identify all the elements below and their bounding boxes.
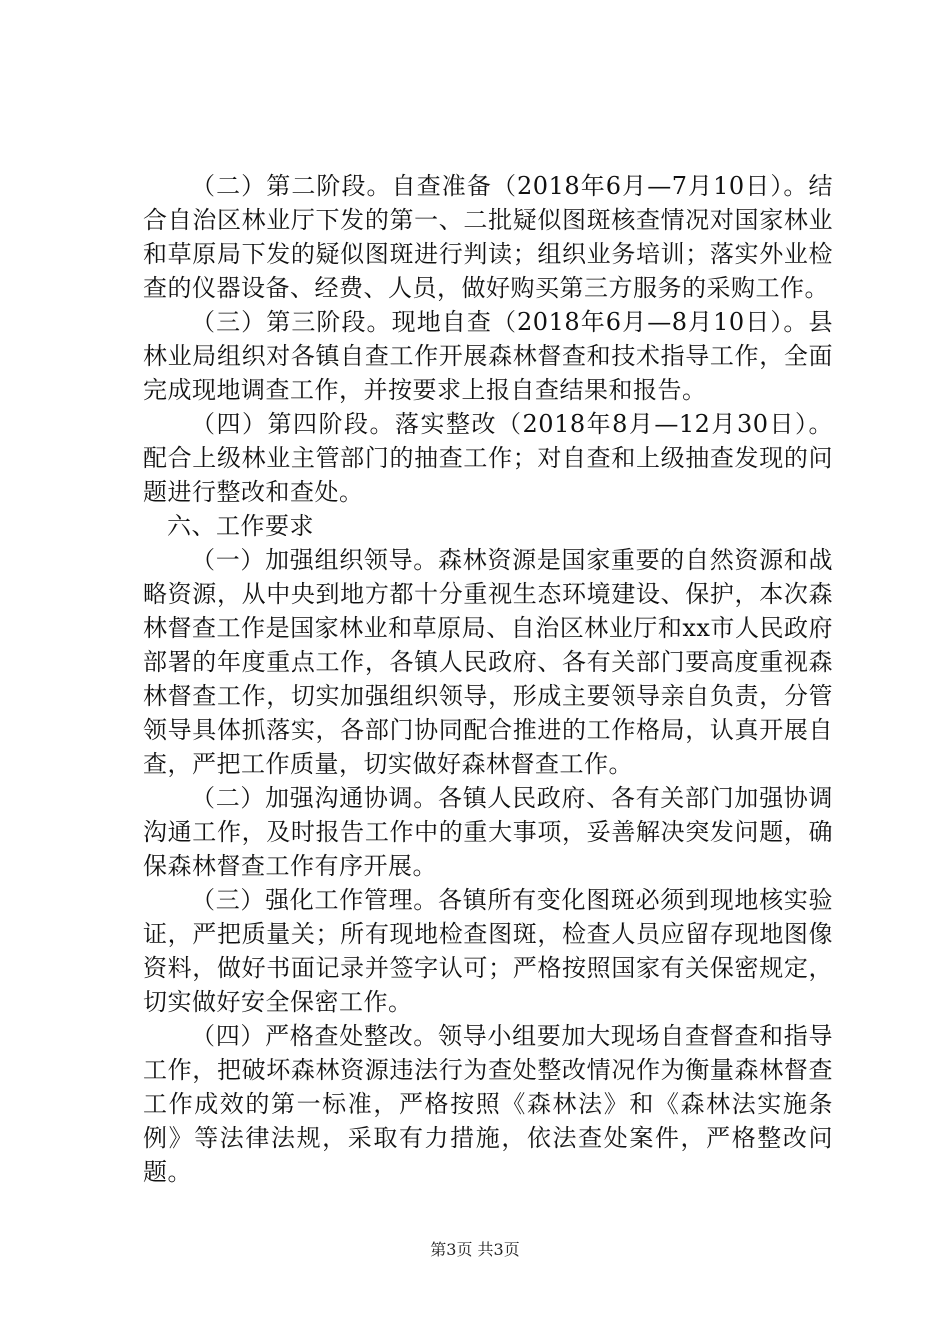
paragraph-stage-two: （二）第二阶段。自查准备（2018年6月—7月10日）。结合自治区林业厅下发的第一、二批疑似图斑核查情况对国家林业和草原局下发的疑似图斑进行判读；组织业务培训；落实外业检查的仪器设备、经费、人员，做好购买第三方服务的采购工作。 — [143, 172, 833, 302]
section-heading-work-requirements: 六、工作要求 — [167, 512, 314, 540]
paragraph-requirement-four: （四）严格查处整改。领导小组要加大现场自查督查和指导工作，把破坏森林资源违法行为查处整改情况作为衡量森林督查工作成效的第一标准，严格按照《森林法》和《森林法实施条例》等法律法规，采取有力措施，依法查处案件，严格整改问题。 — [143, 1022, 833, 1186]
paragraph-requirement-one: （一）加强组织领导。森林资源是国家重要的自然资源和战略资源，从中央到地方都十分重视生态环境建设、保护，本次森林督查工作是国家林业和草原局、自治区林业厅和xx市人民政府部署的年度重点工作，各镇人民政府、各有关部门要高度重视森林督查工作，切实加强组织领导，形成主要领导亲自负责，分管领导具体抓落实，各部门协同配合推进的工作格局，认真开展自查，严把工作质量，切实做好森林督查工作。 — [143, 546, 833, 778]
paragraph-requirement-two: （二）加强沟通协调。各镇人民政府、各有关部门加强协调沟通工作，及时报告工作中的重大事项，妥善解决突发问题，确保森林督查工作有序开展。 — [143, 784, 833, 880]
paragraph-requirement-three: （三）强化工作管理。各镇所有变化图斑必须到现地核实验证，严把质量关；所有现地检查图斑，检查人员应留存现地图像资料，做好书面记录并签字认可；严格按照国家有关保密规定，切实做好安全保密工作。 — [143, 886, 833, 1016]
paragraph-stage-four: （四）第四阶段。落实整改（2018年8月—12月30日）。配合上级林业主管部门的抽查工作；对自查和上级抽查发现的问题进行整改和查处。 — [143, 410, 833, 506]
document-body — [143, 169, 833, 1189]
page-number-footer: 第3页 共3页 — [430, 1240, 520, 1259]
paragraph-stage-three: （三）第三阶段。现地自查（2018年6月—8月10日）。县林业局组织对各镇自查工作开展森林督查和技术指导工作，全面完成现地调查工作，并按要求上报自查结果和报告。 — [143, 308, 833, 404]
